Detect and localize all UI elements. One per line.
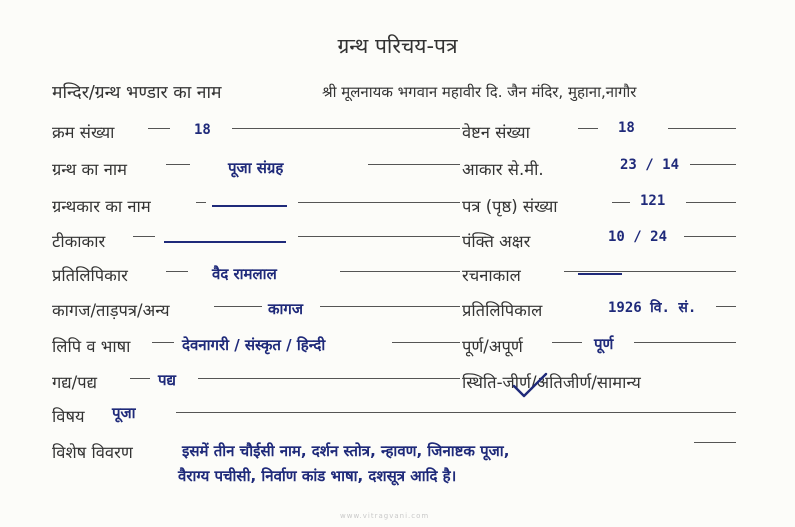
- rule-line: [684, 236, 736, 237]
- rule-line: [152, 342, 174, 343]
- sthiti-label: स्थिति-जीर्ण/अतिजीर्ण/सामान्य: [462, 373, 641, 392]
- veshtan-sankhya-label: वेष्टन संख्या: [462, 123, 530, 142]
- rule-line: [232, 128, 460, 129]
- rule-line: [214, 306, 262, 307]
- vishesh-label: विशेष विवरण: [52, 443, 133, 462]
- rule-line: [196, 202, 206, 203]
- mandir-value: श्री मूलनायक भगवान महावीर दि. जैन मंदिर, मुहाना,नागौर: [322, 83, 637, 101]
- rule-line: [716, 306, 736, 307]
- mandir-label: मन्दिर/ग्रन्थ भण्डार का नाम: [52, 83, 222, 103]
- dash-mark: [164, 241, 286, 243]
- rachnakal-label: रचनाकाल: [462, 266, 521, 285]
- pankti-akshar-value: 10 / 24: [608, 229, 668, 245]
- rule-line: [148, 128, 170, 129]
- rule-line: [368, 164, 460, 165]
- patra-sankhya-label: पत्र (पृष्ठ) संख्या: [462, 197, 558, 216]
- dash-mark: [212, 205, 287, 207]
- pratilipikar-value: वैद रामलाल: [212, 265, 277, 283]
- dash-mark: [578, 273, 622, 275]
- gadya-padya-value: पद्य: [158, 371, 176, 389]
- aakar-value: 23 / 14: [620, 157, 680, 173]
- vishesh-line-1: इसमें तीन चौईसी नाम, दर्शन स्तोत्र, न्हावण, जिनाष्टक पूजा,: [182, 442, 510, 460]
- rule-line: [392, 342, 460, 343]
- kagaj-value: कागज: [268, 300, 303, 318]
- purn-apurn-value: पूर्ण: [594, 335, 614, 353]
- rule-line: [133, 236, 155, 237]
- pratilipikal-value: 1926 वि. सं.: [608, 300, 697, 316]
- veshtan-sankhya-value: 18: [618, 120, 635, 136]
- rule-line: [564, 271, 736, 272]
- kram-sankhya-label: क्रम संख्या: [52, 123, 115, 142]
- watermark: www.vitragvani.com: [340, 512, 430, 520]
- rule-line: [694, 442, 736, 443]
- vishay-label: विषय: [52, 407, 85, 426]
- rule-line: [578, 128, 598, 129]
- check-mark-icon: [510, 372, 550, 400]
- aakar-label: आकार से.मी.: [462, 160, 544, 179]
- rule-line: [634, 342, 736, 343]
- kram-sankhya-value: 18: [194, 122, 211, 138]
- rule-line: [130, 378, 150, 379]
- lipi-bhasha-value: देवनागरी / संस्कृत / हिन्दी: [182, 336, 326, 354]
- lipi-bhasha-label: लिपि व भाषा: [52, 337, 131, 356]
- pratilipikar-label: प्रतिलिपिकार: [52, 266, 128, 285]
- vishay-value: पूजा: [112, 404, 136, 422]
- rule-line: [176, 412, 736, 413]
- rule-line: [198, 378, 460, 379]
- rule-line: [340, 271, 460, 272]
- kagaj-label: कागज/ताड़पत्र/अन्य: [52, 301, 170, 320]
- rule-line: [320, 306, 460, 307]
- teekakar-label: टीकाकार: [52, 232, 106, 251]
- purn-apurn-label: पूर्ण/अपूर्ण: [462, 337, 523, 356]
- granthkar-label: ग्रन्थकार का नाम: [52, 197, 151, 216]
- gadya-padya-label: गद्य/पद्य: [52, 373, 98, 392]
- rule-line: [298, 236, 460, 237]
- granth-naam-label: ग्रन्थ का नाम: [52, 160, 127, 179]
- rule-line: [166, 164, 190, 165]
- rule-line: [686, 202, 736, 203]
- patra-sankhya-value: 121: [640, 193, 666, 209]
- card-title: ग्रन्थ परिचय-पत्र: [337, 34, 458, 58]
- rule-line: [552, 342, 582, 343]
- rule-line: [298, 202, 460, 203]
- vishesh-line-2: वैराग्य पचीसी, निर्वाण कांड भाषा, दशसूत्र आदि है।: [178, 467, 457, 485]
- rule-line: [166, 271, 188, 272]
- rule-line: [690, 164, 736, 165]
- pratilipikal-label: प्रतिलिपिकाल: [462, 301, 543, 320]
- pankti-akshar-label: पंक्ति अक्षर: [462, 232, 531, 251]
- rule-line: [668, 128, 736, 129]
- rule-line: [612, 202, 630, 203]
- granth-naam-value: पूजा संग्रह: [228, 159, 284, 177]
